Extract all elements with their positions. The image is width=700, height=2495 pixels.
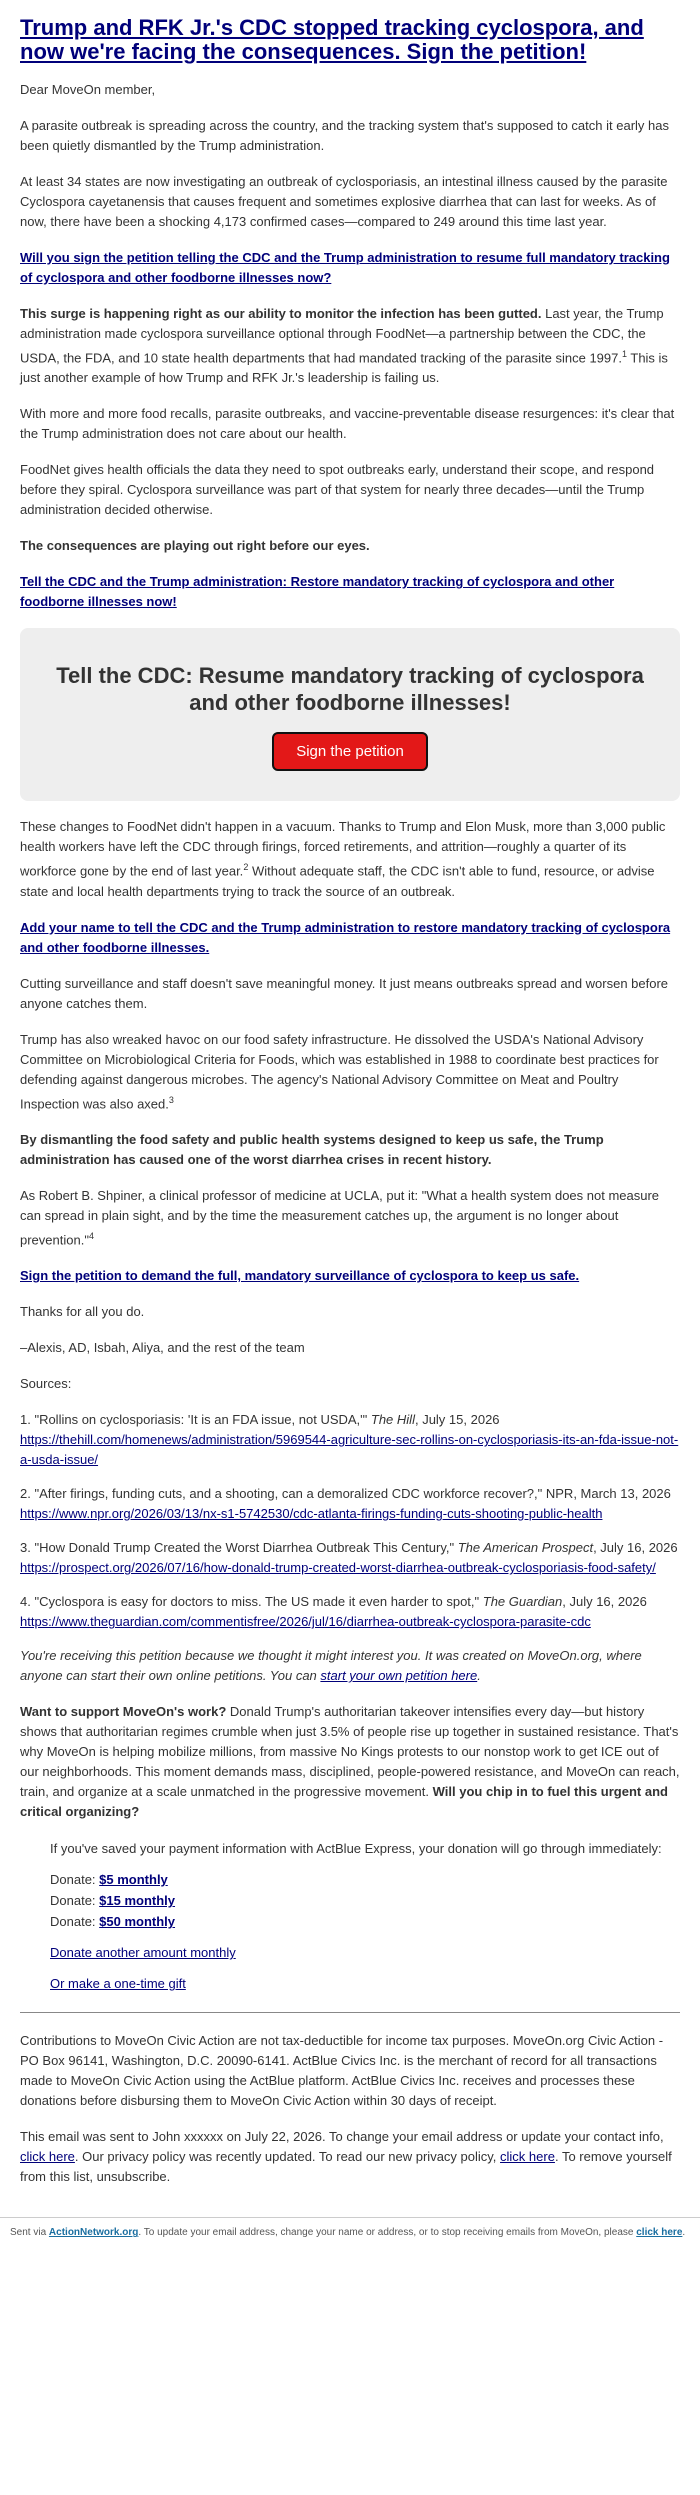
dismantling-bold: By dismantling the food safety and public health systems designed to keep us safe, the Trump administration has caused one of the worst diarrhea crises in recent history. bbox=[20, 1131, 604, 1167]
start-petition-link[interactable]: start your own petition here bbox=[320, 1668, 478, 1684]
one-time-row bbox=[50, 1973, 680, 1994]
one-time-gift-link[interactable]: Or make a one-time gift bbox=[50, 1976, 186, 1992]
paragraph-dismantling bbox=[20, 1130, 680, 1170]
update-info-link[interactable]: click here bbox=[20, 2149, 75, 2165]
paragraph-consequences bbox=[20, 536, 680, 556]
donate-section bbox=[50, 1838, 680, 1994]
actblue-text: If you've saved your payment information with ActBlue Express, your donation will go through immediately: bbox=[50, 1841, 662, 1857]
donate-row: Donate: $5 monthly bbox=[50, 1872, 168, 1888]
surge-bold: This surge is happening right as our ability to monitor the infection has been gutted. bbox=[20, 306, 542, 321]
surge-end: This is just another example of how Trump and RFK Jr.'s leadership is failing us. bbox=[20, 350, 668, 386]
paragraph-surge bbox=[20, 304, 680, 388]
source-item: 1. "Rollins on cyclosporiasis: 'It is an FDA issue, not USDA,'" The Hill, July 15, 2026 https://thehill.com/homenews/administration/5969544-agriculture-sec-rollins-on-cyclosporiasis-its-an-fda-issue-not-a-usda-issue/ bbox=[20, 1412, 679, 1468]
paragraph-foodnet: FoodNet gives health officials the data they need to spot outbreaks early, understand their scope, and respond before they spiral. Cyclospora surveillance was part of that system for nearly three decades—until the Trump administration decided otherwise. bbox=[20, 462, 655, 518]
source-link[interactable]: https://prospect.org/2026/07/16/how-donald-trump-created-worst-diarrhea-outbreak-cyclosporiasis-food-safety/ bbox=[20, 1560, 656, 1576]
signoff: –Alexis, AD, Isbah, Aliya, and the rest of the team bbox=[20, 1340, 305, 1356]
donate-5-link[interactable]: $5 monthly bbox=[99, 1872, 168, 1888]
surge-text: Last year, the Trump administration made cyclospora surveillance optional through FoodNet—a partnership between the CDC, the USDA, the FDA, and 10 state health departments that had mandated tracking of the parasite since 1997. bbox=[20, 306, 664, 366]
sign-petition-button[interactable]: Sign the petition bbox=[272, 732, 428, 771]
privacy-policy-link[interactable]: click here bbox=[500, 2149, 555, 2165]
divider bbox=[20, 2012, 680, 2013]
source-link[interactable]: https://www.theguardian.com/commentisfree/2026/jul/16/diarrhea-outbreak-cyclospora-parasite-cdc bbox=[20, 1614, 591, 1630]
paragraph-vacuum bbox=[20, 817, 680, 901]
consequences-bold: The consequences are playing out right before our eyes. bbox=[20, 538, 370, 554]
vacuum-end: Without adequate staff, the CDC isn't able to fund, resource, or advise state and local health departments trying to track the source of an outbreak. bbox=[20, 863, 655, 899]
support-appeal: Want to support MoveOn's work? Donald Trump's authoritarian takeover intensifies every day—but history shows that authoritarian regimes crumble when just 3.5% of people rise up together in sustained resistance. That's why MoveOn is helping mobilize millions, from massive No Kings protests to our nonstop work to get ICE out of our neighborhoods. This moment demands mass, disciplined, people-powered resistance, and MoveOn can reach, train, and organize at a scale unmatched in the progressive movement. Will you chip in to fuel this urgent and critical organizing? bbox=[20, 1704, 680, 1820]
source-item: 3. "How Donald Trump Created the Worst Diarrhea Outbreak This Century," The American Prospect, July 16, 2026 https://prospect.org/2026/07/16/how-donald-trump-created-worst-diarrhea-outbreak-cyclosporiasis-food-safety/ bbox=[20, 1540, 678, 1576]
petition-link-1-wrap bbox=[20, 248, 680, 288]
donate-15-link[interactable]: $15 monthly bbox=[99, 1893, 176, 1909]
unsubscribe-link[interactable]: click here bbox=[636, 2227, 683, 2239]
source-item: 2. "After firings, funding cuts, and a shooting, can a demoralized CDC workforce recover?," NPR, March 13, 2026 https://www.npr.org/2026/03/13/nx-s1-5742530/cdc-atlanta-firings-funding-cuts-shooting-public-health bbox=[20, 1486, 671, 1522]
actionnetwork-link[interactable]: ActionNetwork.org bbox=[48, 2227, 139, 2239]
headline-link[interactable]: Trump and RFK Jr.'s CDC stopped tracking cyclospora, and now we're facing the consequences. Sign the petition! bbox=[20, 15, 644, 64]
havoc-text: Trump has also wreaked havoc on our food safety infrastructure. He dissolved the USDA's National Advisory Committee on Microbiological Criteria for Foods, which was established in 1988 to coordinate best practices for defending against dangerous microbes. The agency's National Advisory Committee on Meat and Poultry Inspection was also axed. bbox=[20, 1031, 659, 1111]
donate-50-link[interactable]: $50 monthly bbox=[99, 1914, 176, 1930]
footnote-2: 2 bbox=[243, 862, 249, 873]
petition-link-2[interactable]: Tell the CDC and the Trump administration: Restore mandatory tracking of cyclospora and other foodborne illnesses now! bbox=[20, 574, 615, 610]
petition-link-4[interactable]: Sign the petition to demand the full, mandatory surveillance of cyclospora to keep us safe. bbox=[20, 1268, 580, 1284]
legal-text: Contributions to MoveOn Civic Action are not tax-deductible for income tax purposes. MoveOn.org Civic Action - PO Box 96141, Washington, D.C. 20090-6141. ActBlue Civics Inc. is the merchant of record for all transactions made to MoveOn Civic Action using the ActBlue platform. ActBlue Civics Inc. receives and processes these donations before disbursing them to MoveOn Civic Action within 30 days of receipt. bbox=[20, 2033, 664, 2109]
petition-link-2-wrap bbox=[20, 572, 680, 612]
paragraph-havoc bbox=[20, 1030, 680, 1114]
petition-link-4-wrap bbox=[20, 1266, 680, 1286]
petition-link-3[interactable]: Add your name to tell the CDC and the Trump administration to restore mandatory tracking of cyclospora and other foodborne illnesses. bbox=[20, 919, 671, 955]
donate-row: Donate: $15 monthly bbox=[50, 1893, 176, 1909]
footer: Sent via ActionNetwork.org. To update your email address, change your name or address, or to stop receiving emails from MoveOn, please click here. bbox=[0, 2217, 700, 2245]
footnote-1: 1 bbox=[621, 349, 627, 359]
paragraph-recalls: With more and more food recalls, parasite outbreaks, and vaccine-preventable disease resurgences: it's clear that the Trump administration does not care about our health. bbox=[20, 406, 675, 442]
thanks: Thanks for all you do. bbox=[20, 1304, 145, 1320]
donate-row: Donate: $50 monthly bbox=[50, 1914, 176, 1930]
donate-other-link[interactable]: Donate another amount monthly bbox=[50, 1945, 236, 1961]
greeting: Dear MoveOn member, bbox=[20, 82, 156, 97]
source-link[interactable]: https://www.npr.org/2026/03/13/nx-s1-5742530/cdc-atlanta-firings-funding-cuts-shooting-public-health bbox=[20, 1506, 603, 1522]
source-item: 4. "Cyclospora is easy for doctors to miss. The US made it even harder to spot," The Guardian, July 16, 2026 https://www.theguardian.com/commentisfree/2026/jul/16/diarrhea-outbreak-cyclospora-parasite-cdc bbox=[20, 1594, 647, 1630]
paragraph-outbreak: At least 34 states are now investigating an outbreak of cyclosporiasis, an intestinal illness caused by the parasite Cyclospora cayetanensis that causes frequent and sometimes explosive diarrhea that can last for weeks. As of now, there have been a shocking 4,173 confirmed cases—compared to 249 around this time last year. bbox=[20, 174, 668, 229]
paragraph-intro: A parasite outbreak is spreading across the country, and the tracking system that's supposed to catch it early has been quietly dismantled by the Trump administration. bbox=[20, 118, 669, 153]
footnote-3: 3 bbox=[168, 1094, 174, 1105]
cta-title: Tell the CDC: Resume mandatory tracking of cyclospora and other foodborne illnesses! bbox=[56, 663, 644, 716]
petition-link-3-wrap bbox=[20, 918, 680, 958]
source-link[interactable]: https://thehill.com/homenews/administration/5969544-agriculture-sec-rollins-on-cyclosporiasis-its-an-fda-issue-not-a-usda-issue/ bbox=[20, 1432, 679, 1468]
donate-other-row bbox=[50, 1942, 680, 1963]
sent-notice: This email was sent to John xxxxxx on July 22, 2026. To change your email address or update your contact info, click here. Our privacy policy was recently updated. To read our new privacy policy, click here. To remove yourself from this list, unsubscribe. bbox=[20, 2129, 672, 2185]
cta-box bbox=[20, 628, 680, 801]
receiving-notice: You're receiving this petition because we thought it might interest you. It was created on MoveOn.org, where anyone can start their own online petitions. You can start your own petition here. bbox=[20, 1648, 642, 1684]
paragraph-cutting: Cutting surveillance and staff doesn't save meaningful money. It just means outbreaks spread and worsen before anyone catches them. bbox=[20, 975, 669, 1011]
petition-link-1[interactable]: Will you sign the petition telling the CDC and the Trump administration to resume full mandatory tracking of cyclospora and other foodborne illnesses now? bbox=[20, 250, 670, 285]
vacuum-text: These changes to FoodNet didn't happen in a vacuum. Thanks to Trump and Elon Musk, more than 3,000 public health workers have left the CDC through firings, forced retirements, and attrition—roughly a quarter of its workforce gone by the end of last year. bbox=[20, 819, 666, 879]
paragraph-quote bbox=[20, 1186, 680, 1250]
sources-label: Sources: bbox=[20, 1376, 72, 1392]
headline bbox=[20, 16, 680, 64]
quote-text: As Robert B. Shpiner, a clinical professor of medicine at UCLA, put it: "What a health system does not measure can spread in plain sight, and by the time the measurement catches up, the argument is no longer about prevention." bbox=[20, 1187, 660, 1248]
footnote-4: 4 bbox=[88, 1230, 94, 1241]
